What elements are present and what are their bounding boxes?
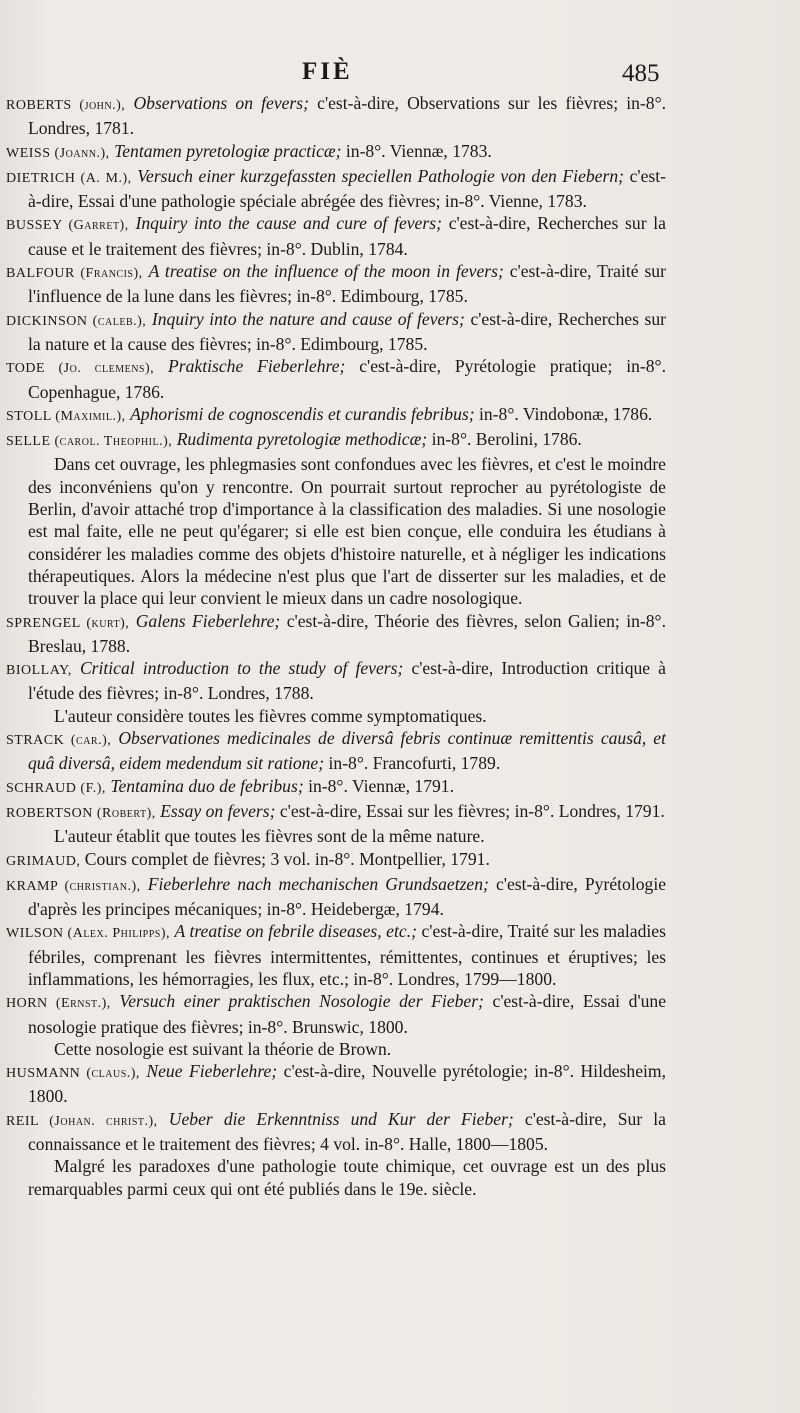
entry-author: BUSSEY (Garret), [6,218,129,234]
entry-details: c'est-à-dire, Nouvelle pyrétologie; in-8°. Hildesheim, 1800. [28,1061,666,1107]
entry-title: Ueber die Erkenntniss und Kur der Fieber; [168,1108,514,1129]
entry-title: Versuch einer praktischen Nosologie der Fieber; [119,991,484,1012]
page-header [0,58,800,94]
bibliography-entry [6,212,666,260]
bibliography-entry [6,657,666,705]
entry-title: A treatise on febrile diseases, etc.; [174,921,417,942]
entry-author: GRIMAUD, [6,853,81,869]
entry-title: Critical introduction to the study of fevers; [79,658,404,679]
entry-details: c'est-à-dire, Pyrétologie pratique; in-8°. Copenhague, 1786. [28,356,666,402]
entry-author: SCHRAUD (F.), [6,780,106,796]
entry-author: WEISS (Joann.), [6,145,110,161]
entry-details: c'est-à-dire, Théorie des fièvres, selon Galien; in-8°. Breslau, 1788. [28,610,666,656]
entry-details: c'est-à-dire, Essai d'une pathologie spéciale abrégée des fièvres; in-8°. Vienne, 1783. [28,165,666,212]
bibliography-entry [6,610,666,658]
entry-details: c'est-à-dire, Recherches sur la cause et le traitement des fièvres; in-8°. Dublin, 1784. [28,213,666,259]
commentary-note: L'auteur considère toutes les fièvres comme symptomatiques. [54,705,487,726]
bibliography-entry [6,92,666,140]
entry-details: c'est-à-dire, Traité sur l'influence de la lune dans les fièvres; in-8°. Edimbourg, 1785. [28,261,666,307]
entry-title: Inquiry into the nature and cause of fevers; [151,308,465,329]
entry-author: REIL (Johan. christ.), [6,1113,158,1129]
bibliography-entry [6,355,666,403]
commentary-note: Dans cet ouvrage, les phlegmasies sont confondues avec les fièvres, et c'est le moindre des inconvéniens qu'on y rencontre. On pourrait surtout reprocher au pyrétologiste de Berlin, d'avoir attaché trop d'importance à la classification des maladies. Si une nosologie est mal faite, elle ne peut qu'égarer; si elle est bien conçue, elle conduira les étudians à considérer les maladies comme des objets d'histoire naturelle, et à négliger les indications thérapeutiques. Alors la médecine n'est plus que l'art de disserter sur les maladies, et de trouver la place qui leur convient le mieux dans un cadre nosologique. [28,454,666,609]
entry-details: in-8°. Viennæ, 1783. [345,140,492,161]
entry-title: Praktische Fieberlehre; [168,356,346,377]
entry-author: SELLE (carol. Theophil.), [6,434,173,450]
entry-author: HORN (Ernst.), [6,996,111,1012]
entry-title: A treatise on the influence of the moon in fevers; [148,261,504,282]
commentary-note: Cette nosologie est suivant la théorie de Brown. [54,1038,392,1059]
commentary-note: L'auteur établit que toutes les fièvres sont de la même nature. [54,826,485,847]
entry-details: in-8°. Berolini, 1786. [431,429,582,450]
entry-author: SPRENGEL (kurt), [6,615,130,631]
entry-author: WILSON (Alex. Philipps), [6,926,170,942]
entry-author: ROBERTSON (Robert), [6,805,156,821]
bibliography-entry [6,800,666,825]
bibliography-entry [6,260,666,308]
entry-title: Rudimenta pyretologiæ methodicæ; [176,429,428,450]
running-head: FIÈ [302,58,353,85]
bibliography-entry [6,1060,666,1108]
entry-title: Tentamen pyretologiæ practicæ; [114,140,342,161]
bibliography-entry [6,848,666,873]
entry-author: STRACK (car.), [6,733,112,749]
bibliography-entry [6,920,666,990]
entry-details: in-8°. Francofurti, 1789. [328,753,501,774]
bibliography-entry [6,1108,666,1156]
bibliography-entry [6,165,666,213]
entry-details: c'est-à-dire, Essai sur les fièvres; in-8°. Londres, 1791. [279,800,665,821]
entry-author: BALFOUR (Francis), [6,266,143,282]
entry-details: c'est-à-dire, Recherches sur la nature et la cause des fièvres; in-8°. Edimbourg, 1785. [28,308,666,354]
entry-details: in-8°. Vindobonæ, 1786. [478,403,653,424]
entry-author: DICKINSON (caleb.), [6,313,147,329]
entry-title: Observations on fevers; [133,93,309,113]
bibliography-entry [6,990,666,1038]
page-number: 485 [622,60,660,87]
entry-details: c'est-à-dire, Traité sur les maladies fébriles, comprenant les fièvres intermittentes, rémittentes, continues et éruptives; les inflammations, les hémorragies, les flux, etc.; in-8°. Londres, 1799—1800. [28,921,666,989]
bibliography-entry [6,428,666,453]
entry-details: c'est-à-dire, Essai d'une nosologie pratique des fièvres; in-8°. Brunswic, 1800. [28,991,667,1037]
entry-title: Aphorismi de cognoscendis et curandis febribus; [130,403,475,424]
entry-author: DIETRICH (A. M.), [6,170,132,186]
bibliography-entry [6,775,666,800]
entry-title: Tentamina duo de febribus; [110,775,304,796]
entry-author: TODE (Jo. clemens), [6,361,155,377]
entry-author: BIOLLAY, [6,663,72,679]
bibliography-entry [6,140,666,165]
bibliography-list [6,92,666,1200]
entry-author: STOLL (Maximil.), [6,408,126,424]
entry-author: HUSMANN (claus.), [6,1066,140,1082]
entry-title: Galens Fieberlehre; [135,610,281,631]
entry-title: Observationes medicinales de diversâ febris continuæ remittentis causâ, et quâ diversâ, eidem medendum sit ratione; [28,728,666,774]
entry-author: ROBERTS (john.), [6,98,126,113]
entry-title: Essay on fevers; [160,800,276,821]
entry-details: c'est-à-dire, Introduction critique à l'étude des fièvres; in-8°. Londres, 1788. [28,658,666,704]
entry-details: c'est-à-dire, Observations sur les fièvres; in-8°. Londres, 1781. [28,93,667,139]
entry-title: Inquiry into the cause and cure of fevers; [135,213,442,234]
bibliography-entry [6,403,666,428]
entry-title: Versuch einer kurzgefassten speciellen Pathologie von den Fiebern; [137,165,624,186]
entry-details: c'est-à-dire, Sur la connaissance et le traitement des fièvres; 4 vol. in-8°. Halle, 1800—1805. [28,1108,666,1155]
entry-details: in-8°. Viennæ, 1791. [308,775,455,796]
entry-title: Neue Fieberlehre; [146,1061,278,1082]
bibliography-entry [6,727,666,775]
entry-details: c'est-à-dire, Pyrétologie d'après les principes mécaniques; in-8°. Heidebergæ, 1794. [28,873,667,920]
entry-details: Cours complet de fièvres; 3 vol. in-8°. Montpellier, 1791. [84,848,490,869]
entry-author: KRAMP (christian.), [6,878,141,894]
entry-title: Fieberlehre nach mechanischen Grundsaetzen; [147,873,489,894]
bibliography-entry [6,873,666,921]
commentary-note: Malgré les paradoxes d'une pathologie toute chimique, cet ouvrage est un des plus remarquables parmi ceux qui ont été publiés dans le 19e. siècle. [28,1156,666,1199]
bibliography-entry [6,308,666,356]
